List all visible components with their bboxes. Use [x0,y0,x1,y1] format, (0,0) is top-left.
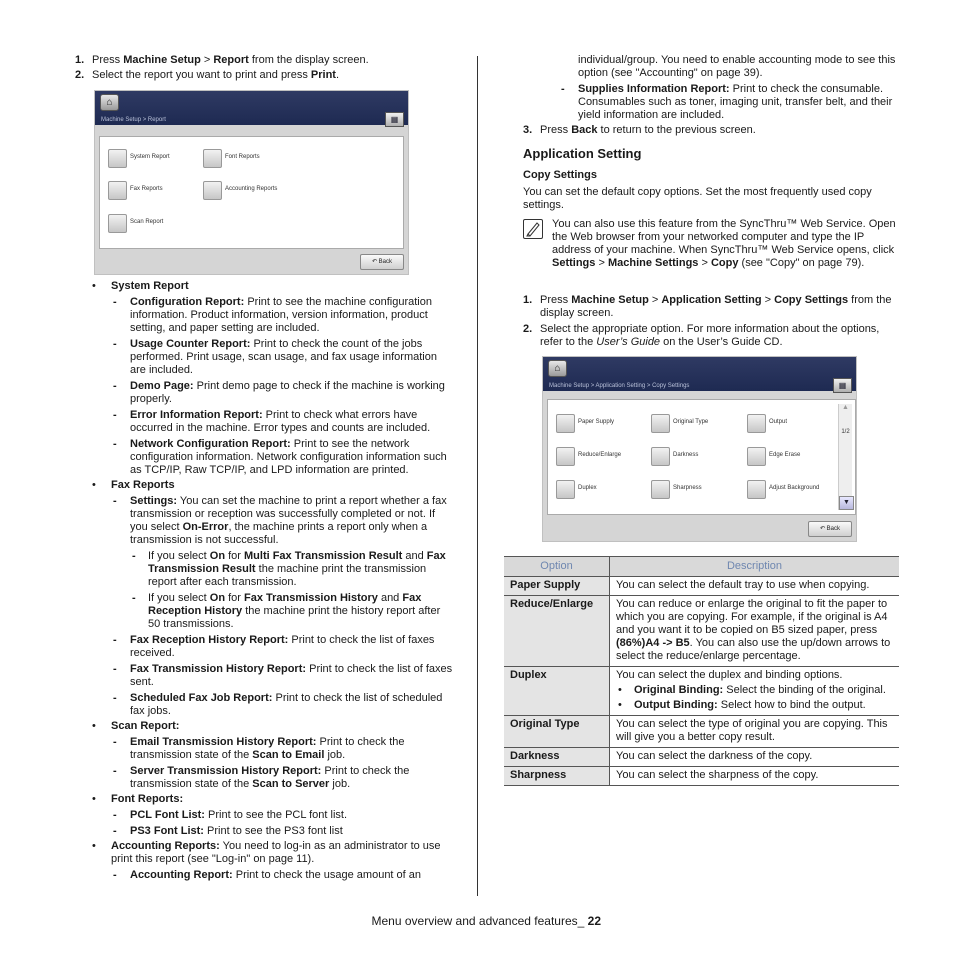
back-arrow-icon: ↶ [371,259,379,265]
table-row: Sharpness You can select the sharpness of the copy. [504,767,899,786]
report-screen-screenshot [94,90,409,275]
step-3: 3. Press Back to return to the previous screen. [523,124,756,136]
scrollbar[interactable] [838,404,852,510]
table-row: Original Type You can select the type of original you are copying. This will give you a better copy result. [504,716,899,748]
demo-page-item: - Demo Page: Print demo page to check if the machine is working properly. [113,380,445,405]
original-binding-bullet: • Original Binding: Select the binding of the original. [618,684,886,696]
menu-grid-icon[interactable]: ▦ [833,378,852,393]
fax-settings-item: - Settings: You can set the machine to print a report whether a fax transmission or reception was successfully completed or not. If you select On-Error, the machine prints a report only when a transmission is not successful. [113,495,447,546]
home-icon[interactable]: ⌂ [100,94,119,111]
fax-reception-history-item: - Fax Reception History Report: Print to check the list of faxes received. [113,634,435,659]
copy-options-table [504,556,899,786]
screen-title-bar [95,91,408,125]
copy-settings-screenshot [542,356,857,542]
report-panel: System Report Font Reports Fax Reports Accounting Reports Scan Report [99,136,404,249]
note-text: You can also use this feature from the SyncThru™ Web Service. Open the Web browser from your networked computer and type the IP address of your machine. When SyncThru™ Web Service opens, click Settings > Machine Settings > Copy (see "Copy" on page 79). [552,218,896,269]
screen-breadcrumb: Machine Setup > Report [101,117,166,123]
table-header-row [504,557,899,577]
server-transmission-item: - Server Transmission History Report: Print to check the transmission state of the Scan to Server job. [113,765,410,790]
error-info-item: - Error Information Report: Print to check what errors have occurred in the machine. Error types and counts are included. [113,409,431,434]
copy-step-1: 1. Press Machine Setup > Application Setting > Copy Settings from the display screen. [523,294,892,319]
right-column [523,54,901,139]
fax-sub-item-1: - If you select On for Multi Fax Transmission Result and Fax Transmission Result the machine print the transmission report after each transmission. [132,550,446,588]
step-1: 1. Press Machine Setup > Report from the display screen. [75,54,369,66]
accounting-report-item: - Accounting Report: Print to check the usage amount of an [113,869,422,881]
scroll-down-icon[interactable]: ▼ [839,496,854,510]
supplies-info-item: - Supplies Information Report: Print to check the consumable. Consumables such as toner, imaging unit, transfer belt, and their yield information are included. [561,83,893,121]
email-transmission-item: - Email Transmission History Report: Print to check the transmission state of the Scan to Email job. [113,736,405,761]
sub-title: Copy Settings [523,169,597,181]
menu-grid-icon[interactable]: ▦ [385,112,404,127]
scheduled-fax-item: - Scheduled Fax Job Report: Print to check the list of scheduled fax jobs. [113,692,443,717]
accounting-cont-text: individual/group. You need to enable accounting mode to see this option (see "Accounting" on page 39). [578,54,896,79]
table-row: Duplex You can select the duplex and binding options. • Original Binding: Select the binding of the original. • Output Binding: Select how to bind the output. [504,667,899,716]
page-indicator: 1/2 [841,429,850,435]
description-header: Description [610,557,900,577]
ps3-font-item: - PS3 Font List: Print to see the PS3 font list [113,825,343,837]
back-button[interactable]: ↶ Back [808,521,852,537]
pcl-font-item: - PCL Font List: Print to see the PCL font list. [113,809,348,821]
step-2: 2. Select the report you want to print and press Print. [75,69,340,81]
table-row: Darkness You can select the darkness of the copy. [504,748,899,767]
usage-counter-item: - Usage Counter Report: Print to check the count of the jobs performed. Print usage, scan usage, and fax usage information are included. [113,338,437,376]
bullet-accounting-reports: • Accounting Reports: You need to log-in as an administrator to use print this report (see "Log-in" on page 11). [92,840,441,865]
bullet-fax-reports: • Fax Reports [92,479,175,491]
bullet-font-reports: • Font Reports: [92,793,184,805]
scroll-up-icon[interactable]: ▲ [842,404,849,411]
section-title: Application Setting [523,146,642,161]
option-header: Option [504,557,610,577]
fax-transmission-history-item: - Fax Transmission History Report: Print to check the list of faxes sent. [113,663,453,688]
copy-steps [523,294,901,351]
back-arrow-icon: ↶ [819,526,827,532]
fax-sub-item-2: - If you select On for Fax Transmission History and Fax Reception History the machine print the history report after 50 transmissions. [132,592,441,630]
screen-title-bar [543,357,856,391]
copy-settings-panel: Paper Supply Original Type Output Reduce/Enlarge Darkness Edge Erase Duplex Sharpness Adjust Background ▲ 1/2 ▼ [547,399,856,515]
output-binding-bullet: • Output Binding: Select how to bind the output. [618,699,866,711]
left-column [75,54,455,84]
back-button[interactable]: ↶ Back [360,254,404,270]
config-report-item: - Configuration Report: Print to see the machine configuration information. Product information, version information, product setting, and paper setting are included. [113,296,432,334]
bullet-scan-report: • Scan Report: [92,720,180,732]
network-config-item: - Network Configuration Report: Print to see the network configuration information. Network configuration information such as TCP/IP, Raw TCP/IP, and LPD information are printed. [113,438,447,476]
bullet-system-report: • System Report [92,280,189,292]
copy-step-2: 2. Select the appropriate option. For more information about the options, refer to the User’s Guide on the User’s Guide CD. [523,323,880,348]
home-icon[interactable]: ⌂ [548,360,567,377]
screen-breadcrumb: Machine Setup > Application Setting > Copy Settings [549,383,690,389]
page-footer: Menu overview and advanced features_ 22 [371,914,601,928]
report-list [75,278,455,882]
page-number: 22 [587,914,601,928]
table-row: Paper Supply You can select the default tray to use when copying. [504,577,899,596]
table-row: Reduce/Enlarge You can reduce or enlarge the original to fit the paper to which you are copying. For example, if the original is A4 and you want it to be copied on B5 sized paper, press (86%)A4 -> B5. You can also use the up/down arrows to select the reduce/enlarge percentage. [504,596,899,667]
column-divider [477,56,478,896]
intro-text: You can set the default copy options. Set the most frequently used copy settings. [523,186,872,211]
note-icon [523,219,543,239]
